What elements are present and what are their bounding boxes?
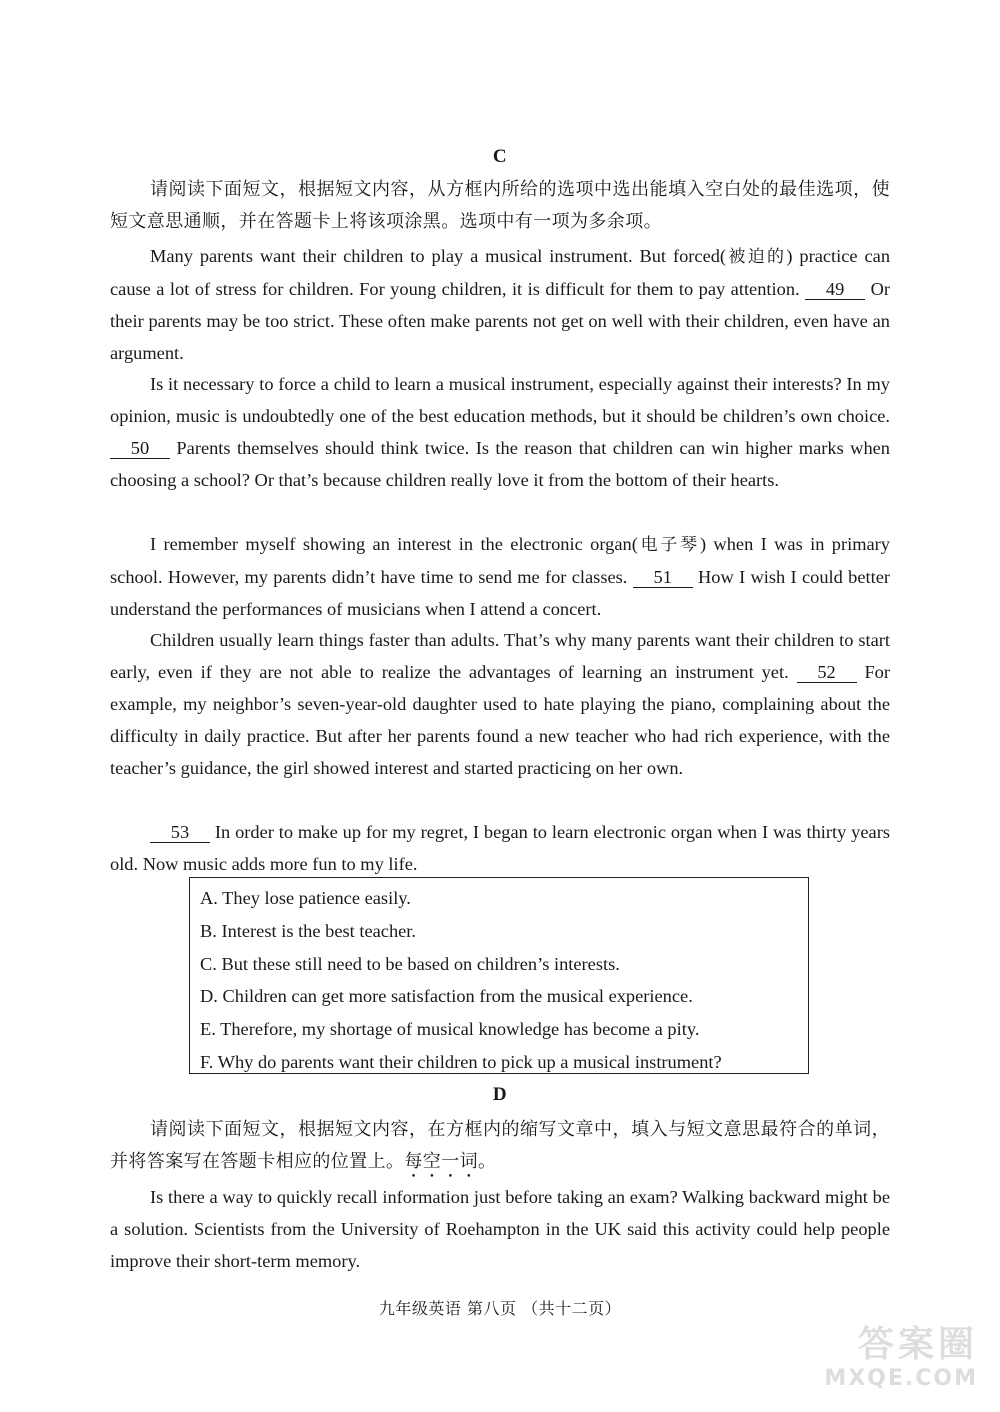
blank-49: 49 (805, 279, 865, 300)
section-d-instruction: 请阅读下面短文，根据短文内容，在方框内的缩写文章中，填入与短文意思最符合的单词，并将答案写在答题卡相应的位置上。每空一词。 (110, 1119, 890, 1172)
passage-paragraph-4: Children usually learn things faster than adults. That’s why many parents want their children to start early, even if they are not able to realize the advantages of learning an instrument yet. 52 For example, my neighbor’s seven-year-old daughter used to hate playing the piano, complaining about the difficulty in daily practice. But after her parents found a new teacher who had rich experience, with the teacher’s guidance, the girl showed interest and started practicing on her own. (110, 630, 890, 778)
inline-chinese-gloss: 被迫的 (726, 247, 787, 267)
inline-chinese-gloss: 电子琴 (637, 535, 700, 555)
section-d-title: D (492, 1084, 508, 1105)
option-f: F. Why do parents want their children to pick up a musical instrument? (200, 1051, 722, 1072)
passage-paragraph-2: Is it necessary to force a child to learn a musical instrument, especially against their interests? In my opinion, music is undoubtedly one of the best education methods, but it should be children’s own choice. 50 Parents themselves should think twice. Is the reason that children can win higher marks when choosing a school? Or that’s because children really love it from the bottom of their hearts. (110, 374, 890, 490)
section-c-instruction: 请阅读下面短文，根据短文内容，从方框内所给的选项中选出能填入空白处的最佳选项，使短文意思通顺，并在答题卡上将该项涂黑。选项中有一项为多余项。 (110, 179, 890, 232)
page-footer: 九年级英语 第八页 （共十二页） (378, 1299, 622, 1318)
watermark-logo-text: 答案圈 (857, 1324, 978, 1365)
section-c-title: C (492, 146, 508, 167)
option-e: E. Therefore, my shortage of musical knowledge has become a pity. (200, 1019, 700, 1040)
option-d: D. Children can get more satisfaction from the musical experience. (200, 986, 693, 1007)
passage-paragraph-3: I remember myself showing an interest in the electronic organ(电子琴) when I was in primary school. However, my parents didn’t have time to send me for classes. 51 How I wish I could better understand the performances of musicians when I attend a concert. (110, 534, 891, 619)
emphasized-requirement: 每空一词 (404, 1151, 479, 1172)
blank-50: 50 (110, 438, 170, 459)
watermark-domain: MXQE.COM (824, 1366, 978, 1391)
site-watermark (818, 1325, 978, 1405)
blank-51: 51 (633, 567, 693, 588)
option-c: C. But these still need to be based on children’s interests. (200, 953, 620, 974)
option-b: B. Interest is the best teacher. (200, 920, 417, 941)
passage-paragraph-1: Many parents want their children to play a musical instrument. But forced(被迫的) practice can cause a lot of stress for children. For young children, it is difficult for them to pay attention. 49 Or their parents may be too strict. These often make parents not get on well with their children, even have an argument. (110, 246, 891, 363)
options-box (189, 877, 809, 1074)
blank-52: 52 (797, 662, 857, 683)
passage-paragraph-5: 53 In order to make up for my regret, I began to learn electronic organ when I was thirty years old. Now music adds more fun to my life. (110, 822, 890, 874)
blank-53: 53 (150, 822, 210, 843)
section-d-paragraph-1: Is there a way to quickly recall information just before taking an exam? Walking backward might be a solution. Scientists from the University of Roehampton in the UK said this activity could help people improve their short-term memory. (110, 1187, 890, 1271)
option-a: A. They lose patience easily. (200, 888, 411, 908)
